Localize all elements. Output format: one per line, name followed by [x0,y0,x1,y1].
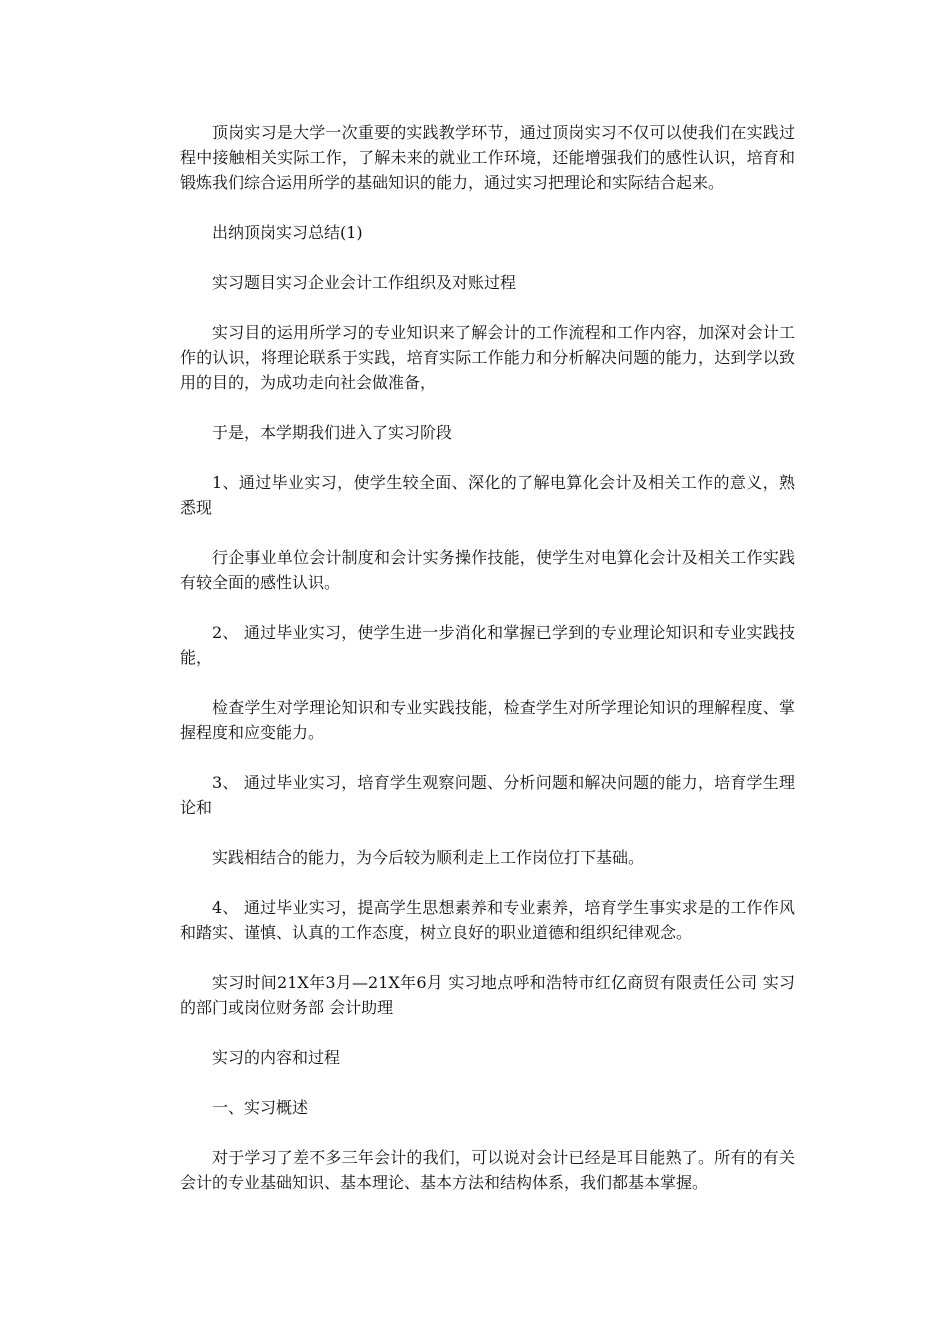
intro-paragraph: 顶岗实习是大学一次重要的实践教学环节，通过顶岗实习不仅可以使我们在实践过程中接触相关实际工作，了解未来的就业工作环境，还能增强我们的感性认识，培育和锻炼我们综合运用所学的基础知识的能力，通过实习把理论和实际结合起来。 [180,123,795,192]
internship-topic: 实习题目实习企业会计工作组织及对账过程 [212,273,517,292]
item-1-part-1: 1、通过毕业实习，使学生较全面、深化的了解电算化会计及相关工作的意义，熟悉现 [180,473,795,517]
item-3-part-1: 3、 通过毕业实习，培育学生观察问题、分析问题和解决问题的能力，培育学生理论和 [180,773,795,817]
item-2-part-1: 2、 通过毕业实习，使学生进一步消化和掌握已学到的专业理论知识和专业实践技能， [180,623,795,667]
content-heading: 实习的内容和过程 [212,1048,341,1067]
item-1-part-2: 行企事业单位会计制度和会计实务操作技能，使学生对电算化会计及相关工作实践有较全面的感性认识。 [180,548,795,592]
overview-heading: 一、实习概述 [212,1098,309,1117]
transition-paragraph: 于是，本学期我们进入了实习阶段 [212,423,453,442]
item-2-part-2: 检查学生对学理论知识和专业实践技能，检查学生对所学理论知识的理解程度、掌握程度和应变能力。 [180,698,795,742]
document-body [180,120,795,1195]
item-3-part-2: 实践相结合的能力，为今后较为顺利走上工作岗位打下基础。 [212,848,645,867]
section-title: 出纳顶岗实习总结(1) [212,223,363,242]
internship-purpose: 实习目的运用所学习的专业知识来了解会计的工作流程和工作内容，加深对会计工作的认识，将理论联系于实践，培育实际工作能力和分析解决问题的能力，达到学以致用的目的，为成功走向社会做准备， [180,323,795,392]
internship-details: 实习时间21X年3月—21X年6月 实习地点呼和浩特市红亿商贸有限责任公司 实习的部门或岗位财务部 会计助理 [180,973,795,1017]
overview-paragraph: 对于学习了差不多三年会计的我们，可以说对会计已经是耳目能熟了。所有的有关会计的专业基础知识、基本理论、基本方法和结构体系，我们都基本掌握。 [180,1148,795,1192]
item-4: 4、 通过毕业实习，提高学生思想素养和专业素养，培育学生事实求是的工作作风和踏实、谨慎、认真的工作态度，树立良好的职业道德和组织纪律观念。 [180,898,795,942]
